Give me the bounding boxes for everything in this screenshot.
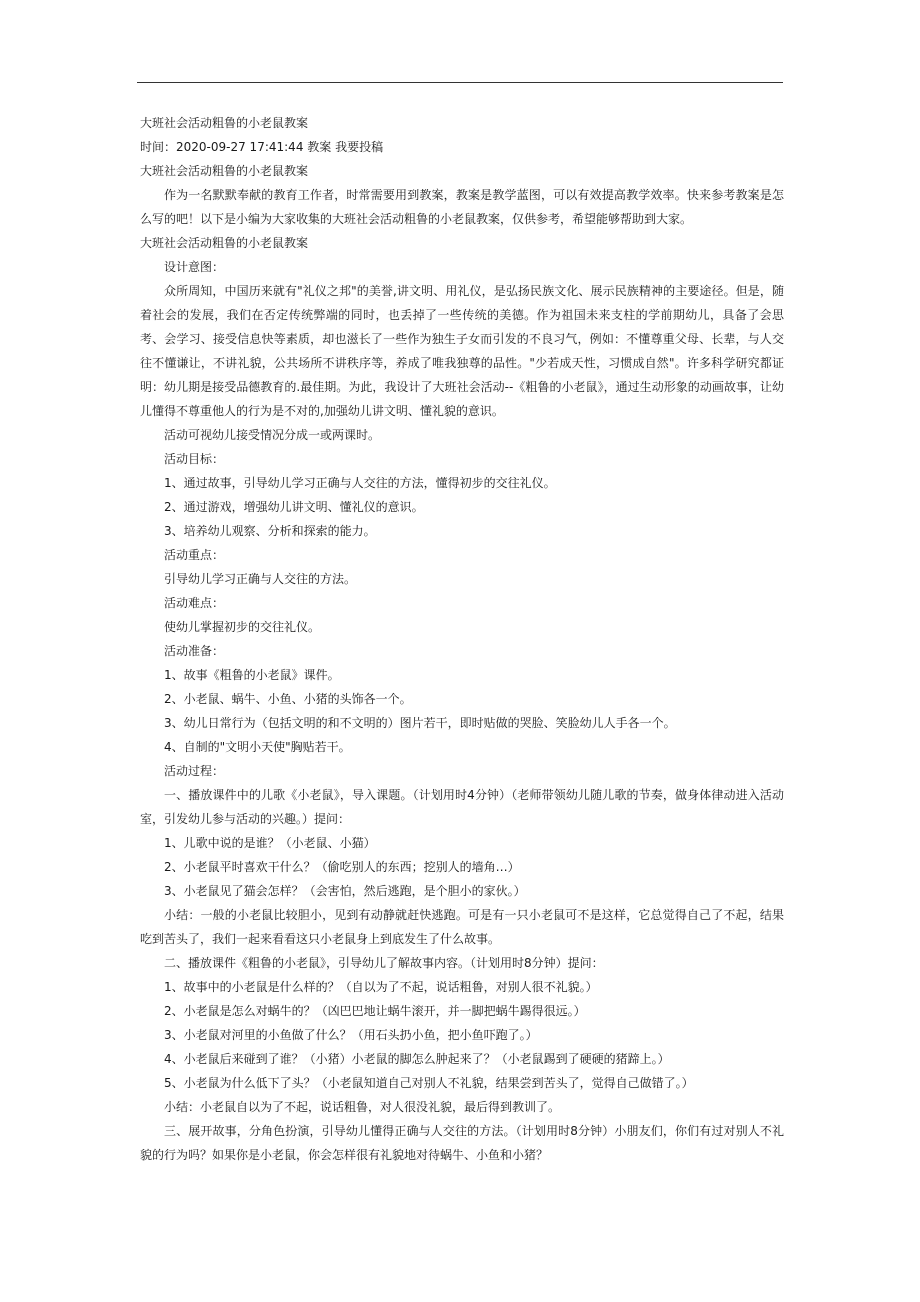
paragraph: 2、通过游戏，增强幼儿讲文明、懂礼仪的意识。 [164,500,424,514]
paragraph: 3、幼儿日常行为（包括文明的和不文明的）图片若干，即时贴做的哭脸、笑脸幼儿人手各一个。 [164,716,676,730]
paragraph: 1、故事中的小老鼠是什么样的？（自以为了不起，说话粗鲁，对别人很不礼貌。） [164,980,598,994]
paragraph: 1、故事《粗鲁的小老鼠》课件。 [164,668,340,682]
paragraph: 2、小老鼠是怎么对蜗牛的？（凶巴巴地让蜗牛滚开，并一脚把蜗牛踢得很远。） [164,1004,586,1018]
paragraph: 三、展开故事，分角色扮演，引导幼儿懂得正确与人交往的方法。（计划用时8分钟）小朋友们，你们有过对别人不礼貌的行为吗？如果你是小老鼠，你会怎样很有礼貌地对待蜗牛、小鱼和小猪？ [140,1124,784,1162]
paragraph: 2、小老鼠平时喜欢干什么？（偷吃别人的东西；挖别人的墙角…） [164,860,520,874]
paragraph: 2、小老鼠、蜗牛、小鱼、小猪的头饰各一个。 [164,692,412,706]
paragraph: 3、小老鼠对河里的小鱼做了什么？（用石头扔小鱼，把小鱼吓跑了。） [164,1028,538,1042]
paragraph: 使幼儿掌握初步的交往礼仪。 [164,620,321,634]
doc-title: 大班社会活动粗鲁的小老鼠教案 [140,116,309,130]
paragraph: 4、小老鼠后来碰到了谁？（小猪）小老鼠的脚怎么肿起来了？（小老鼠踢到了硬硬的猪蹄上。） [164,1052,670,1066]
paragraph: 活动目标： [164,452,225,466]
paragraph: 5、小老鼠为什么低下了头？（小老鼠知道自己对别人不礼貌，结果尝到苦头了，觉得自己做错了。） [164,1076,694,1090]
paragraph: 作为一名默默奉献的教育工作者，时常需要用到教案，教案是教学蓝图，可以有效提高教学效率。快来参考教案是怎么写的吧！以下是小编为大家收集的大班社会活动粗鲁的小老鼠教案，仅供参考，希望能够帮助到大家。 [140,188,784,226]
paragraph: 3、小老鼠见了猫会怎样？（会害怕，然后逃跑，是个胆小的家伙。） [164,884,526,898]
paragraph: 4、自制的"文明小天使"胸贴若干。 [164,740,351,754]
paragraph: 众所周知，中国历来就有"礼仪之邦"的美誉,讲文明、用礼仪，是弘扬民族文化、展示民族精神的主要途径。但是，随着社会的发展，我们在否定传统弊端的同时，也丢掉了一些传统的美德。作为祖国未来支柱的学前期幼儿，具备了会思考、会学习、接受信息快等素质，却也滋长了一些作为独生子女而引发的不良习气，例如：不懂尊重父母、长辈，与人交往不懂谦让，不讲礼貌，公共场所不讲秩序等，养成了唯我独尊的品性。"少若成天性，习惯成自然"。许多科学研究都证明：幼儿期是接受品德教育的.最佳期。为此，我设计了大班社会活动--《粗鲁的小老鼠》，通过生动形象的动画故事，让幼儿懂得不尊重他人的行为是不对的,加强幼儿讲文明、懂礼貌的意识。 [140,284,784,418]
doc-meta: 时间：2020-09-27 17:41:44 教案 我要投稿 [140,140,384,154]
paragraph: 1、通过故事，引导幼儿学习正确与人交往的方法，懂得初步的交往礼仪。 [164,476,556,490]
paragraph: 活动重点： [164,548,225,562]
paragraph: 活动可视幼儿接受情况分成一或两课时。 [164,428,381,442]
paragraph: 二、播放课件《粗鲁的小老鼠》，引导幼儿了解故事内容。（计划用时8分钟）提问： [164,956,604,970]
paragraph: 小结：一般的小老鼠比较胆小，见到有动静就赶快逃跑。可是有一只小老鼠可不是这样，它总觉得自己了不起，结果吃到苦头了，我们一起来看看这只小老鼠身上到底发生了什么故事。 [140,908,784,946]
paragraph: 设计意图： [164,260,225,274]
paragraph: 活动难点： [164,596,225,610]
header-rule [137,82,783,83]
paragraph: 一、播放课件中的儿歌《小老鼠》，导入课题。（计划用时4分钟）（老师带领幼儿随儿歌的节奏，做身体律动进入活动室，引发幼儿参与活动的兴趣。）提问： [140,788,784,826]
paragraph: 活动准备： [164,644,225,658]
document-body [140,111,784,1167]
paragraph: 小结：小老鼠自以为了不起，说话粗鲁，对人很没礼貌，最后得到教训了。 [164,1100,561,1114]
paragraph: 1、儿歌中说的是谁？（小老鼠、小猫） [164,836,376,850]
paragraph: 大班社会活动粗鲁的小老鼠教案 [140,236,309,250]
paragraph: 3、培养幼儿观察、分析和探索的能力。 [164,524,376,538]
paragraph: 大班社会活动粗鲁的小老鼠教案 [140,164,309,178]
paragraph: 引导幼儿学习正确与人交往的方法。 [164,572,357,586]
paragraph: 活动过程： [164,764,225,778]
